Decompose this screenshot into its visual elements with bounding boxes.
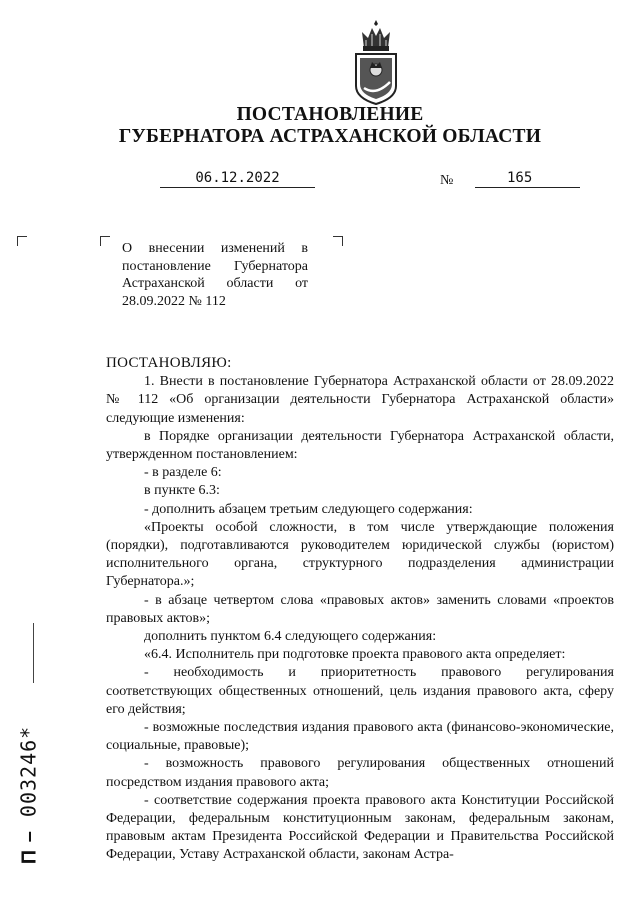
paragraph: - необходимость и приоритетность правового регулирования соответствующих общественных отношений, цель издания правового акта, сферу его действия; [106, 665, 614, 717]
document-body [106, 354, 614, 865]
decree-heading: ПОСТАНОВЛЯЮ: [106, 355, 232, 371]
paragraph: «Проекты особой сложности, в том числе утверждающие положения (порядки), подготавливаются руководителем юридической службы (юристом) исполнительного органа, структурного подразделения администрации Губернатора.»; [106, 519, 614, 590]
paragraph: - соответствие содержания проекта правового акта Конституции Российской Федерации, федеральным конституционным законам, федеральным законам, правовым актам Президента Российской Федерации и Правительства Российской Федерации, Уставу Астраханской области, законам Астра- [106, 792, 614, 863]
side-code-prefix: П – [18, 830, 41, 865]
paragraph: в пункте 6.3: [144, 483, 220, 499]
document-number: 165 [475, 170, 580, 188]
paragraph: в Порядке организации деятельности Губернатора Астраханской области, утвержденном постановлением: [106, 428, 614, 463]
document-title-line1: ПОСТАНОВЛЕНИЕ [236, 104, 424, 125]
paragraph: - возможные последствия издания правового акта (финансово-экономические, социальные, правовые); [106, 720, 614, 754]
paragraph: - дополнить абзацем третьим следующего содержания: [144, 501, 473, 517]
side-registration-code [14, 705, 44, 885]
subject-corner-mark-tick [104, 236, 110, 246]
coat-of-arms-icon [350, 18, 402, 106]
paragraph: дополнить пунктом 6.4 следующего содержания: [144, 629, 437, 645]
number-label: № [440, 173, 454, 188]
side-code-number: 003246* [16, 725, 41, 818]
paragraph: - возможность правового регулирования общественных отношений посредством издания правового акта; [106, 756, 614, 790]
paragraph: - в разделе 6: [144, 465, 222, 481]
paragraph: «6.4. Исполнитель при подготовке проекта правового акта определяет: [144, 647, 566, 663]
margin-corner-mark [17, 236, 27, 246]
document-subject: О внесении изменений в постановление Губернатора Астраханской области от 28.09.2022 № 112 [122, 241, 308, 309]
paragraph: - в абзаце четвертом слова «правовых актов» заменить словами «проектов правовых актов»; [106, 592, 614, 626]
subject-corner-mark-right [333, 236, 343, 246]
paragraph: 1. Внести в постановление Губернатора Астраханской области от 28.09.2022 № 112 «Об организации деятельности Губернатора Астраханской области» следующие изменения: [106, 374, 614, 426]
margin-line [33, 623, 34, 683]
document-title-line2: ГУБЕРНАТОРА АСТРАХАНСКОЙ ОБЛАСТИ [118, 126, 542, 147]
document-date: 06.12.2022 [160, 170, 315, 188]
